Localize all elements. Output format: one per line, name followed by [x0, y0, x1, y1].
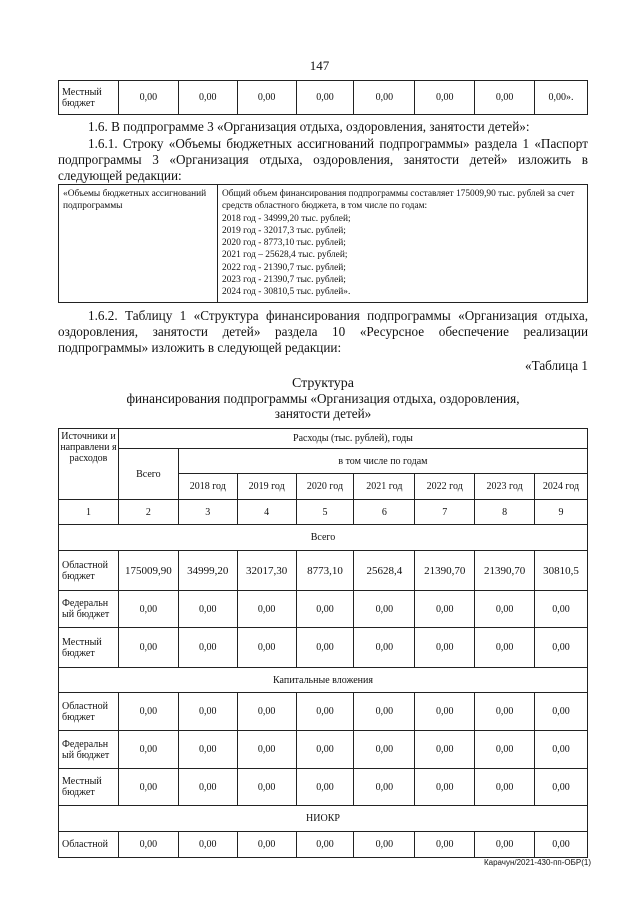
row-label: Федеральн ый бюджет [59, 591, 119, 628]
cell-value: 0,00 [296, 731, 354, 769]
table-row [59, 769, 588, 806]
cell-value: 0,00 [118, 731, 178, 769]
structure-title [58, 376, 588, 421]
row-label: Областной бюджет [59, 551, 119, 591]
cell-value: 0,00 [415, 693, 475, 731]
cell-value: 0,00 [296, 81, 354, 115]
passport-line: 2021 год – 25628,4 тыс. рублей; [222, 250, 348, 261]
cell-value: 8773,10 [296, 551, 354, 591]
table-row [59, 591, 588, 628]
cell-value: 0,00 [535, 628, 588, 668]
table-row [59, 81, 588, 115]
table-row [59, 185, 588, 303]
cell-value: 0,00 [237, 832, 296, 858]
cell-value: 0,00 [178, 769, 237, 806]
cell-value: 0,00 [475, 832, 535, 858]
cell-value: 175009,90 [118, 551, 178, 591]
column-number: 8 [475, 500, 535, 525]
cell-value: 0,00 [354, 731, 415, 769]
passport-line: 2018 год - 34999,20 тыс. рублей; [222, 213, 351, 224]
column-number: 2 [118, 500, 178, 525]
section-title: НИОКР [59, 806, 588, 832]
cell-value: 0,00 [237, 81, 296, 115]
paragraph-1-6-1: 1.6.1. Строку «Объемы бюджетных ассигнований подпрограммы» раздела 1 «Паспорт подпрограммы 3 «Организация отдыха, оздоровления, занятости детей» изложить в следующей редакции: [58, 136, 588, 183]
cell-value: 0,00 [178, 731, 237, 769]
cell-value: 0,00 [354, 832, 415, 858]
cell-value: 32017,30 [237, 551, 296, 591]
cell-value: 34999,20 [178, 551, 237, 591]
row-label: Местный бюджет [59, 628, 119, 668]
table-row [59, 500, 588, 525]
cell-value: 0,00 [535, 591, 588, 628]
cell-value: 0,00 [237, 628, 296, 668]
row-label: Областной бюджет [59, 693, 119, 731]
column-number: 5 [296, 500, 354, 525]
column-header-sources: Источники и направлени я расходов [59, 429, 119, 500]
cell-value: 0,00 [296, 628, 354, 668]
cell-value: 0,00 [118, 832, 178, 858]
cell-value: 0,00 [415, 769, 475, 806]
column-number: 1 [59, 500, 119, 525]
cell-value: 0,00 [118, 628, 178, 668]
cell-value: 0,00 [354, 769, 415, 806]
table-row [59, 449, 588, 474]
cell-value: 0,00 [178, 693, 237, 731]
cell-value: 0,00 [118, 81, 178, 115]
column-header-year: 2018 год [178, 474, 237, 500]
section-row [59, 525, 588, 551]
section-title: Всего [59, 525, 588, 551]
cell-value: 0,00 [178, 832, 237, 858]
row-label: Федеральн ый бюджет [59, 731, 119, 769]
section-row [59, 668, 588, 693]
cell-value: 0,00 [296, 591, 354, 628]
cell-value: 0,00 [535, 693, 588, 731]
cell-value: 0,00 [237, 731, 296, 769]
cell-value: 0,00 [475, 731, 535, 769]
column-header-total: Всего [118, 449, 178, 500]
continued-table-row [58, 80, 588, 115]
column-header-expenses: Расходы (тыс. рублей), годы [118, 429, 587, 449]
cell-value: 0,00 [237, 769, 296, 806]
passport-label: «Объемы бюджетных ассигнований подпрограммы [59, 185, 218, 303]
passport-content [218, 185, 588, 303]
cell-value: 0,00 [178, 81, 237, 115]
column-header-year: 2024 год [535, 474, 588, 500]
structure-title-line: финансирования подпрограммы «Организация отдыха, оздоровления, [126, 391, 520, 406]
cell-value: 0,00 [415, 731, 475, 769]
table-label: «Таблица 1 [525, 358, 588, 373]
cell-value: 0,00 [354, 628, 415, 668]
column-number: 6 [354, 500, 415, 525]
cell-value: 0,00 [475, 628, 535, 668]
cell-value: 21390,70 [415, 551, 475, 591]
passport-line: 2023 год - 21390,7 тыс. рублей; [222, 275, 346, 286]
table-row [59, 551, 588, 591]
cell-value: 0,00 [354, 693, 415, 731]
column-number: 9 [535, 500, 588, 525]
section-title: Капитальные вложения [59, 668, 588, 693]
cell-value: 0,00 [178, 591, 237, 628]
cell-value: 30810,5 [535, 551, 588, 591]
cell-value: 0,00 [354, 591, 415, 628]
table-row [59, 832, 588, 858]
column-header-year: 2019 год [237, 474, 296, 500]
paragraph-1-6: 1.6. В подпрограмме 3 «Организация отдыха, оздоровления, занятости детей»: [88, 119, 530, 134]
cell-value: 0,00 [118, 693, 178, 731]
cell-value: 21390,70 [475, 551, 535, 591]
cell-value: 0,00 [296, 693, 354, 731]
cell-value: 0,00 [475, 693, 535, 731]
cell-value: 0,00 [354, 81, 415, 115]
passport-line: 2019 год - 32017,3 тыс. рублей; [222, 225, 346, 236]
paragraph-1-6-2: 1.6.2. Таблицу 1 «Структура финансирования подпрограммы «Организация отдыха, оздоровления, занятости детей» раздела 10 «Ресурсное обеспечение реализации подпрограммы» изложить в следующей редакции: [58, 308, 588, 355]
passport-table [58, 184, 588, 303]
column-header-year: 2022 год [415, 474, 475, 500]
passport-line: 2020 год - 8773,10 тыс. рублей; [222, 238, 346, 249]
column-number: 4 [237, 500, 296, 525]
column-header-year: 2020 год [296, 474, 354, 500]
cell-value: 0,00 [415, 832, 475, 858]
cell-value: 25628,4 [354, 551, 415, 591]
passport-line: Общий объем финансирования подпрограммы составляет 175009,90 тыс. рублей за счет средств областного бюджета, в том числе по годам: [222, 189, 575, 212]
row-label: Местный бюджет [59, 769, 119, 806]
cell-value: 0,00 [535, 731, 588, 769]
passport-line: 2024 год - 30810,5 тыс. рублей». [222, 287, 351, 298]
column-header-by-years: в том числе по годам [178, 449, 587, 474]
column-header-year: 2021 год [354, 474, 415, 500]
passport-line: 2022 год - 21390,7 тыс. рублей; [222, 262, 346, 273]
cell-value: 0,00 [475, 81, 535, 115]
cell-value: 0,00 [415, 591, 475, 628]
cell-value: 0,00 [475, 591, 535, 628]
cell-value: 0,00 [237, 693, 296, 731]
page-number: 147 [309, 58, 330, 73]
structure-title-line: занятости детей» [274, 406, 372, 421]
column-number: 7 [415, 500, 475, 525]
cell-value: 0,00». [535, 81, 588, 115]
table-row [59, 628, 588, 668]
row-label: Областной [59, 832, 119, 858]
cell-value: 0,00 [118, 769, 178, 806]
cell-value: 0,00 [415, 81, 475, 115]
cell-value: 0,00 [535, 832, 588, 858]
cell-value: 0,00 [296, 769, 354, 806]
structure-title-line: Структура [291, 376, 355, 391]
footer-doc-id: Карачун/2021-430-пп-ОБР(1) [483, 858, 591, 867]
column-header-year: 2023 год [475, 474, 535, 500]
cell-value: 0,00 [296, 832, 354, 858]
column-number: 3 [178, 500, 237, 525]
cell-value: 0,00 [118, 591, 178, 628]
table-row [59, 731, 588, 769]
cell-value: 0,00 [415, 628, 475, 668]
table-row [59, 429, 588, 449]
financing-structure-table [58, 428, 588, 858]
cell-value: 0,00 [475, 769, 535, 806]
table-row [59, 693, 588, 731]
cell-value: 0,00 [535, 769, 588, 806]
cell-value: 0,00 [178, 628, 237, 668]
section-row [59, 806, 588, 832]
cell-value: 0,00 [237, 591, 296, 628]
row-label: Местный бюджет [59, 81, 119, 115]
